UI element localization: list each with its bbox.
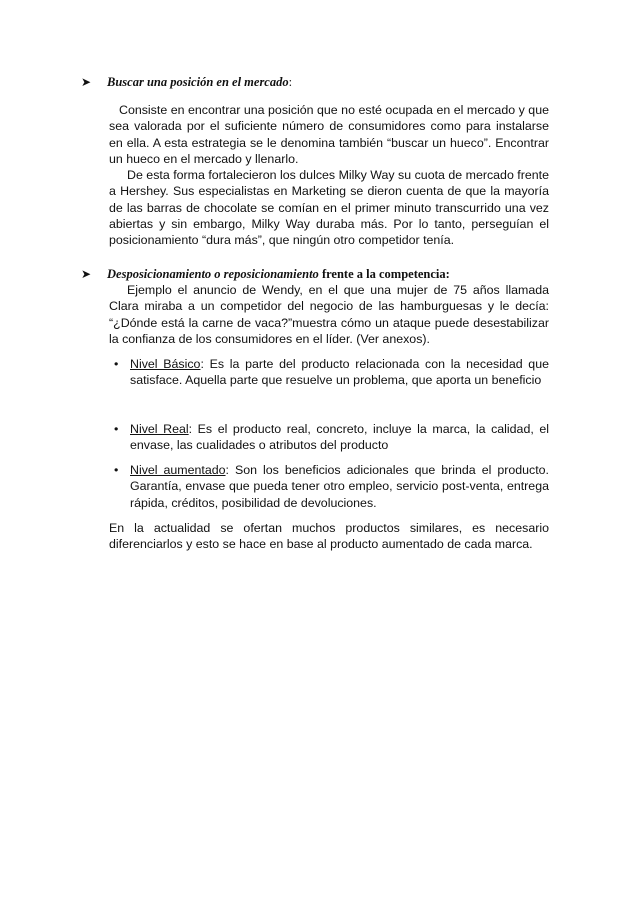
bullet-term: Nivel Real: [130, 422, 189, 436]
section-heading-buscar: [81, 74, 292, 90]
bullet-item-aumentado: [109, 462, 549, 511]
bullet-item-real: [109, 421, 549, 454]
paragraph-wendy: Ejemplo el anuncio de Wendy, en el que una mujer de 75 años llamada Clara miraba a un competidor del negocio de las hamburguesas y le decía: “¿Dónde está la carne de vaca?”muestra cómo un ataque puede desestabilizar la confianza de los consumidores en el líder. (Ver anexos).: [109, 283, 549, 346]
paragraph-consiste: Consiste en encontrar una posición que no esté ocupada en el mercado y que sea valorada por el suficiente número de consumidores como para instalarse en ella. A esta estrategia se le denomina también “buscar un hueco”. Encontrar un hueco en el mercado y llenarlo.: [109, 103, 549, 166]
paragraph-closing: En la actualidad se ofertan muchos productos similares, es necesario diferenciarlos y esto se hace en base al producto aumentado de cada marca.: [109, 521, 549, 552]
bullet-description: : Es el producto real, concreto, incluye la marca, la calidad, el envase, las cualidades o atributos del producto: [130, 422, 550, 453]
bullet-marker: •: [114, 357, 119, 371]
bullet-description: : Es la parte del producto relacionada con la necesidad que satisface. Aquella parte que resuelve un problema, que aporta un beneficio: [130, 357, 549, 388]
bullet-marker: •: [114, 463, 119, 477]
arrowhead-bullet-icon: ➤: [81, 267, 92, 281]
section-heading-text: Buscar una posición en el mercado: [107, 75, 289, 89]
heading-colon: :: [288, 75, 293, 89]
paragraph-milky-way: De esta forma fortalecieron los dulces Milky Way su cuota de mercado frente a Hershey. Sus especialistas en Marketing se dieron cuenta de que la mayoría de las barras de chocolate se comían en el primer minuto transcurrido una vez abiertas y sin embargo, Milky Way duraba más. Por lo tanto, perseguían el posicionamiento “dura más”, que ningún otro competidor tenía.: [109, 168, 549, 248]
bullet-description: : Son los beneficios adicionales que brinda el producto. Garantía, envase que pueda tener otro empleo, servicio post-venta, entrega rápida, créditos, posibilidad de devoluciones.: [130, 463, 549, 510]
bullet-marker: •: [114, 422, 119, 436]
bullet-item-basico: [109, 356, 549, 389]
section-heading-bold: frente a la competencia:: [321, 267, 450, 281]
bullet-term: Nivel aumentado: [130, 463, 226, 477]
bullet-term: Nivel Básico: [130, 357, 201, 371]
section-heading-desposicionamiento: [81, 266, 450, 282]
section-heading-italic: Desposicionamiento o reposicionamiento: [107, 267, 319, 281]
arrowhead-bullet-icon: ➤: [81, 75, 92, 89]
